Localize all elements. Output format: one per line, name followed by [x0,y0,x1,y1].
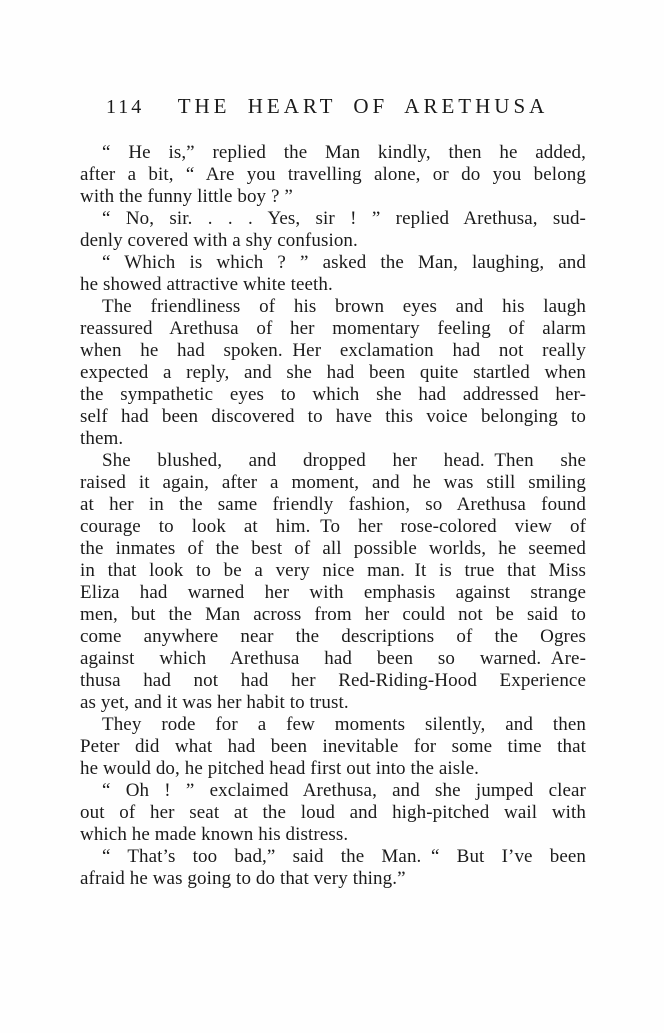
text-line: he showed attractive white teeth. [80,274,333,295]
text-line: the inmates of the best of all possible worlds, he seemed [80,538,586,559]
page-content [80,94,586,890]
text-line: he would do, he pitched head first out into the aisle. [80,758,480,779]
paragraph [80,780,586,846]
paragraph [80,296,586,450]
text-line: “ No, sir. . . . Yes, sir ! ” replied Arethusa, sud- [102,208,586,229]
text-line: them. [80,428,124,449]
text-line: come anywhere near the descriptions of the Ogres [80,626,586,647]
text-line: “ That’s too bad,” said the Man. “ But I’ve been [102,846,586,867]
text-line: thusa had not had her Red-Riding-Hood Experience [80,670,586,691]
paragraph [80,252,586,296]
text-line: men, but the Man across from her could not be said to [80,604,586,625]
paragraph [80,142,586,208]
page-body [80,142,586,890]
text-line: in that look to be a very nice man. It is true that Miss [80,560,586,581]
text-line: when he had spoken. Her exclamation had not really [80,340,586,361]
text-line: “ Oh ! ” exclaimed Arethusa, and she jumped clear [102,780,586,801]
text-line: raised it again, after a moment, and he was still smiling [80,472,586,493]
text-line: reassured Arethusa of her momentary feeling of alarm [80,318,586,339]
text-line: Peter did what had been inevitable for some time that [80,736,586,757]
text-line: expected a reply, and she had been quite startled when [80,362,586,383]
text-line: the sympathetic eyes to which she had addressed her- [80,384,586,405]
text-line: as yet, and it was her habit to trust. [80,692,349,713]
text-line: She blushed, and dropped her head. Then she [102,450,586,471]
text-line: The friendliness of his brown eyes and his laugh [102,296,586,317]
text-line: courage to look at him. To her rose-colored view of [80,516,586,537]
paragraph [80,208,586,252]
text-line: which he made known his distress. [80,824,349,845]
text-line: with the funny little boy ? ” [80,186,293,207]
text-line: afraid he was going to do that very thing.” [80,868,406,889]
text-line: denly covered with a shy confusion. [80,230,358,251]
running-title: THE HEART OF ARETHUSA [177,94,549,118]
paragraph [80,714,586,780]
text-line: Eliza had warned her with emphasis against strange [80,582,586,603]
text-line: after a bit, “ Are you travelling alone, or do you belong [80,164,586,185]
text-line: “ Which is which ? ” asked the Man, laughing, and [102,252,586,273]
text-line: self had been discovered to have this voice belonging to [80,406,586,427]
page-number: 114 [106,96,145,118]
paragraph [80,846,586,890]
paragraph [80,450,586,714]
text-line: at her in the same friendly fashion, so Arethusa found [80,494,586,515]
text-line: against which Arethusa had been so warned. Are- [80,648,586,669]
page-header [80,94,586,118]
text-line: They rode for a few moments silently, and then [102,714,586,735]
text-line: out of her seat at the loud and high-pitched wail with [80,802,586,823]
text-line: “ He is,” replied the Man kindly, then he added, [102,142,586,163]
